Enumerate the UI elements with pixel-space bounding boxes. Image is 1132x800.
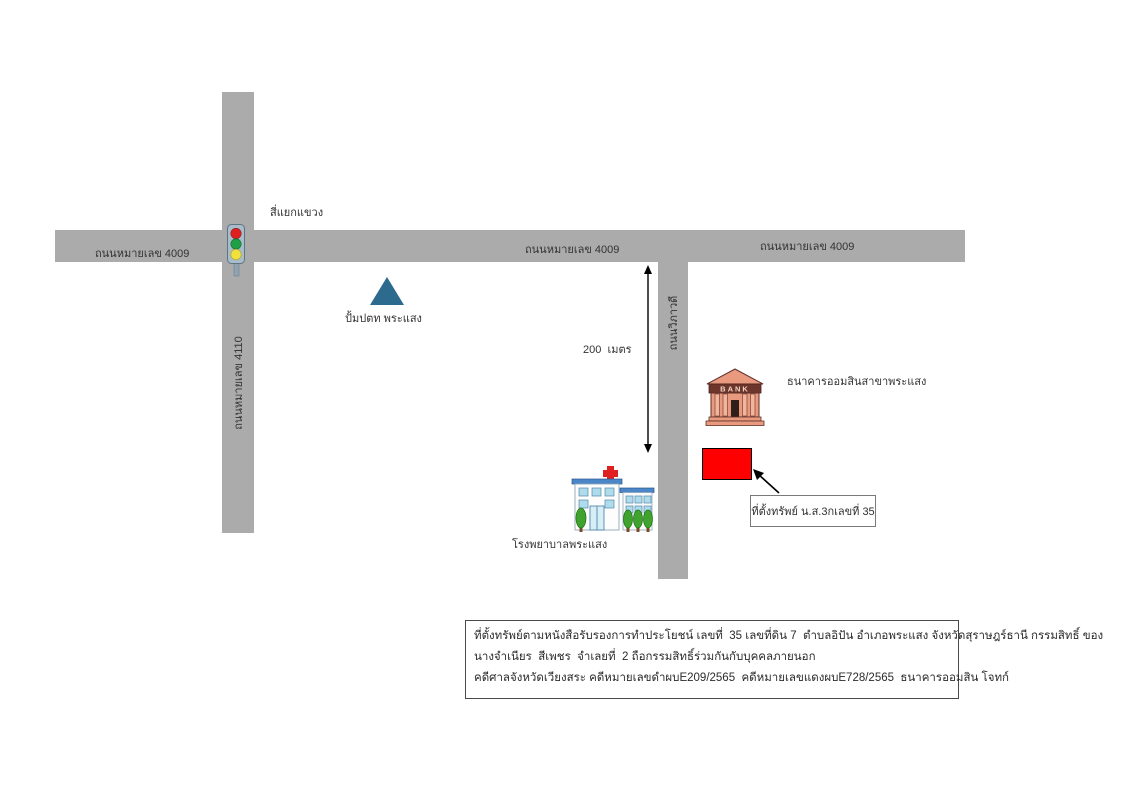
road-vertical-4110 (222, 92, 254, 533)
note-line-2: นางจำเนียร สีเพชร จำเลยที่ 2 ถือกรรมสิทธิ์ร่วมกันกับบุคคลภายนอก (474, 651, 816, 663)
gas-station-triangle-icon (370, 277, 404, 305)
road-label-4009-left: ถนนหมายเลข 4009 (95, 248, 190, 260)
traffic-light-icon (223, 223, 249, 279)
bank-sign-text: BANK (720, 384, 750, 394)
note-box (465, 620, 1104, 699)
property-marker (702, 448, 752, 480)
hospital-icon (562, 466, 658, 538)
hospital-label: โรงพยาบาลพระแสง (512, 539, 608, 551)
road-label-4009-right: ถนนหมายเลข 4009 (760, 241, 855, 253)
road-label-4110: ถนนหมายเลข 4110 (233, 336, 245, 430)
bank-label: ธนาคารออมสินสาขาพระแสง (787, 376, 927, 388)
road-label-vibhavadi: ถนนวิภาวดี (668, 295, 680, 351)
bank-icon (704, 367, 766, 427)
note-line-1: ที่ตั้งทรัพย์ตามหนังสือรับรองการทำประโยชน์ เลขที่ 35 เลขที่ดิน 7 ตำบลอิปัน อำเภอพระแสง จังหวัดสุราษฎร์ธานี กรรมสิทธิ์ ของ (474, 630, 1104, 642)
property-callout-box (750, 495, 876, 527)
intersection-label: สี่แยกแขวง (270, 207, 324, 219)
road-label-4009-mid: ถนนหมายเลข 4009 (525, 244, 620, 256)
distance-label: 200 เมตร (583, 344, 632, 356)
gas-station-label: ปั้มปตท พระแสง (345, 313, 422, 325)
distance-arrow (642, 265, 654, 453)
property-callout-label: ที่ตั้งทรัพย์ น.ส.3กเลขที่ 35 (751, 506, 875, 518)
pointer-arrow-icon (751, 467, 783, 497)
note-line-3: คดีศาลจังหวัดเวียงสระ คดีหมายเลขดำผบE209/2565 คดีหมายเลขแดงผบE728/2565 ธนาคารออมสิน โจทก์ (474, 672, 1009, 684)
